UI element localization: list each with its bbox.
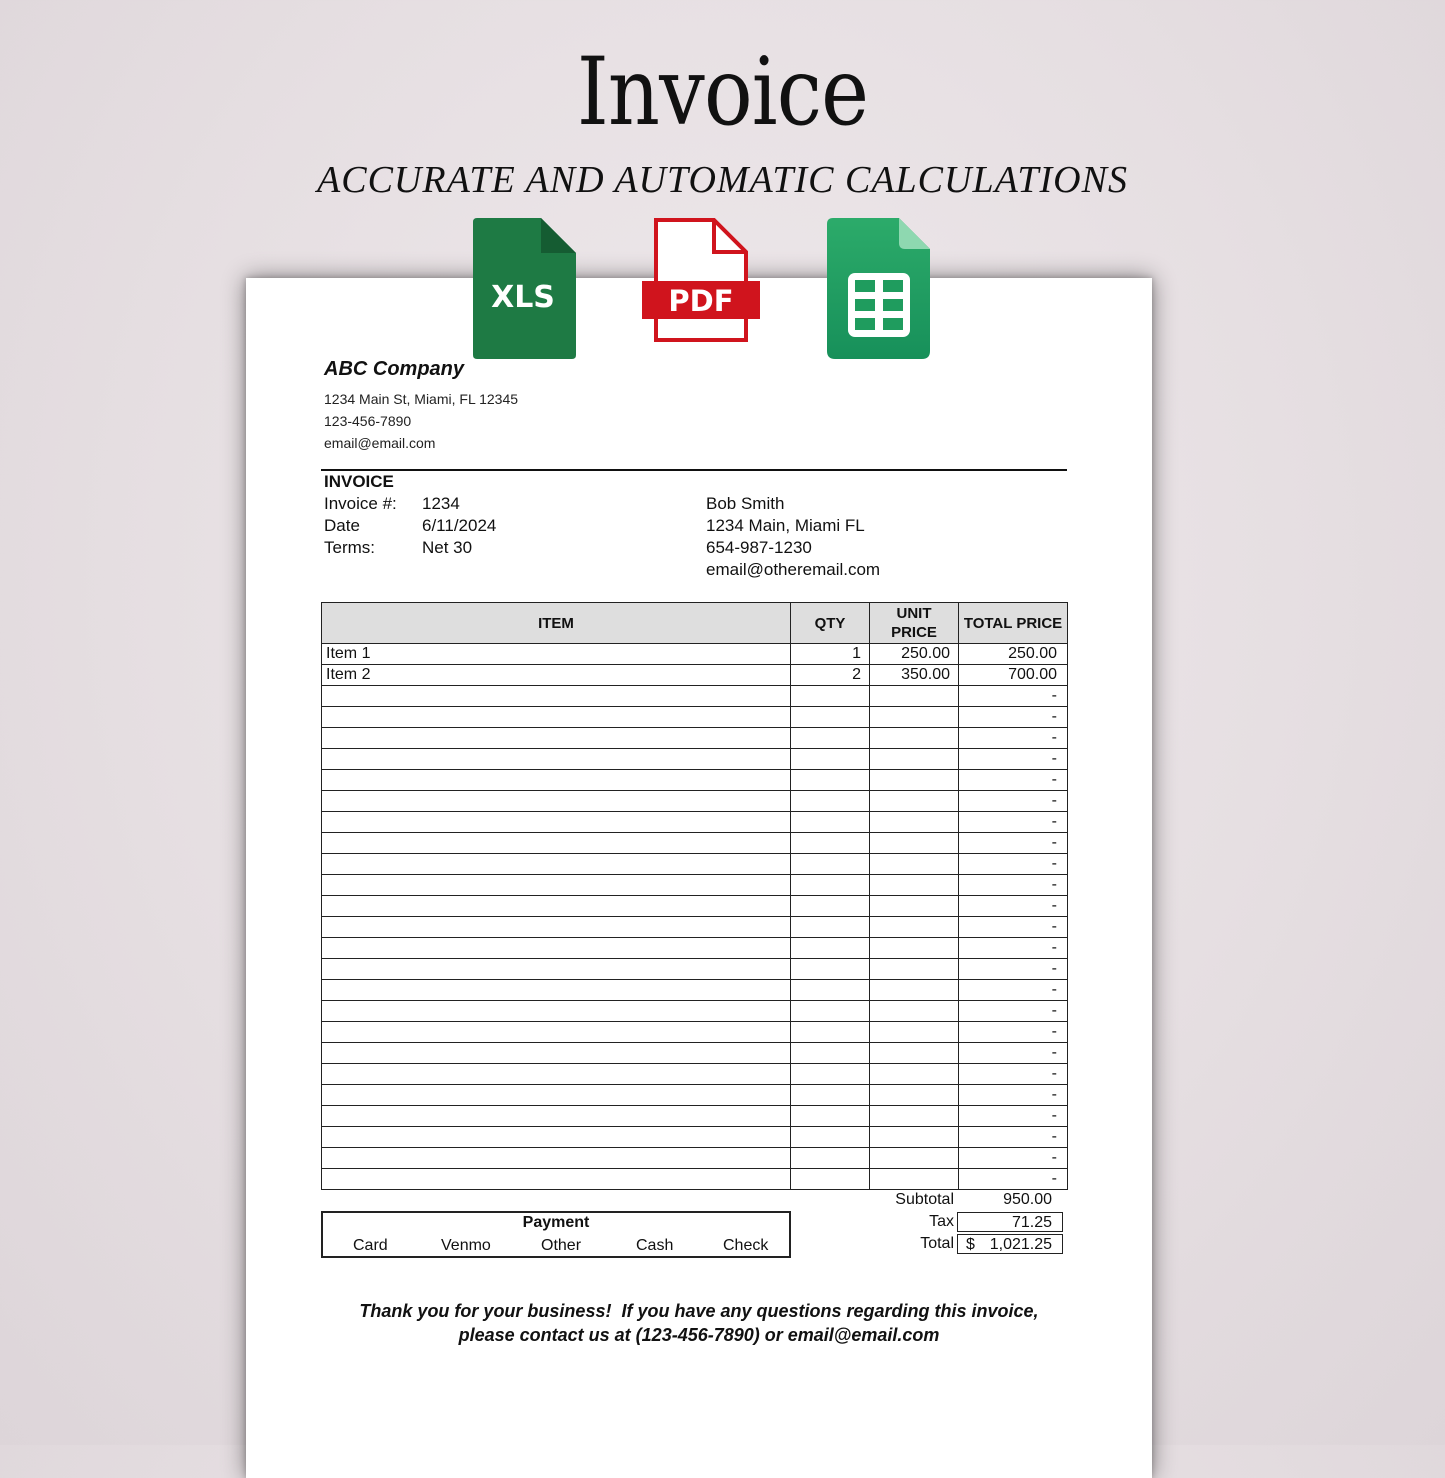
qty-cell[interactable] xyxy=(791,1127,870,1148)
invoice-label: INVOICE xyxy=(324,472,394,491)
total-price-cell[interactable]: 250.00 xyxy=(959,644,1068,665)
thank-you-note xyxy=(246,1299,1152,1347)
unit-price-cell[interactable] xyxy=(870,833,959,854)
table-row xyxy=(322,791,1068,812)
table-row xyxy=(322,1064,1068,1085)
unit-price-cell[interactable] xyxy=(870,1169,959,1190)
invoice-number-row xyxy=(324,493,460,515)
table-row xyxy=(322,1001,1068,1022)
table-row xyxy=(322,875,1068,896)
total-price-cell[interactable]: - xyxy=(959,791,1068,812)
unit-price-cell[interactable] xyxy=(870,980,959,1001)
client-address: 1234 Main, Miami FL xyxy=(706,516,865,535)
subtotal-value: 950.00 xyxy=(1003,1191,1052,1208)
unit-price-cell[interactable] xyxy=(870,770,959,791)
items-table-body xyxy=(322,644,1068,1190)
total-price-cell[interactable]: - xyxy=(959,812,1068,833)
table-row xyxy=(322,812,1068,833)
thank-you-line-2: please contact us at (123-456-7890) or email@email.com xyxy=(458,1325,940,1345)
item-cell[interactable] xyxy=(322,854,791,875)
table-row xyxy=(322,728,1068,749)
qty-cell[interactable] xyxy=(791,1022,870,1043)
qty-cell[interactable]: 1 xyxy=(791,644,870,665)
total-price-cell[interactable]: - xyxy=(959,875,1068,896)
table-row xyxy=(322,833,1068,854)
item-cell[interactable]: Item 1 xyxy=(322,644,791,665)
column-header-unit-price: UNIT PRICE xyxy=(870,603,959,644)
table-row xyxy=(322,644,1068,665)
total-price-cell[interactable]: - xyxy=(959,1001,1068,1022)
qty-cell[interactable] xyxy=(791,1148,870,1169)
total-price-cell[interactable]: - xyxy=(959,896,1068,917)
qty-cell[interactable] xyxy=(791,728,870,749)
payment-method-venmo: Venmo xyxy=(441,1237,491,1254)
unit-price-cell[interactable] xyxy=(870,1022,959,1043)
total-price-cell[interactable]: - xyxy=(959,686,1068,707)
unit-price-cell[interactable] xyxy=(870,749,959,770)
table-row xyxy=(322,686,1068,707)
qty-cell[interactable] xyxy=(791,854,870,875)
total-price-cell[interactable]: - xyxy=(959,770,1068,791)
unit-price-cell[interactable] xyxy=(870,707,959,728)
company-address: 1234 Main St, Miami, FL 12345 xyxy=(324,391,519,407)
invoice-terms-label: Terms: xyxy=(324,538,375,557)
item-cell[interactable] xyxy=(322,833,791,854)
item-cell[interactable] xyxy=(322,938,791,959)
unit-price-cell[interactable] xyxy=(870,854,959,875)
subtotal-label: Subtotal xyxy=(895,1191,954,1208)
qty-cell[interactable] xyxy=(791,707,870,728)
total-price-cell[interactable]: 700.00 xyxy=(959,665,1068,686)
invoice-date-label: Date xyxy=(324,516,360,535)
item-cell[interactable] xyxy=(322,1127,791,1148)
unit-price-cell[interactable] xyxy=(870,1001,959,1022)
unit-price-cell[interactable] xyxy=(870,728,959,749)
column-header-qty: QTY xyxy=(791,603,870,644)
item-cell[interactable] xyxy=(322,812,791,833)
item-cell[interactable] xyxy=(322,770,791,791)
qty-cell[interactable] xyxy=(791,1106,870,1127)
table-row xyxy=(322,707,1068,728)
table-row xyxy=(322,854,1068,875)
total-value: 1,021.25 xyxy=(989,1236,1052,1253)
unit-price-cell[interactable] xyxy=(870,1106,959,1127)
table-row xyxy=(322,917,1068,938)
payment-method-other: Other xyxy=(541,1237,582,1254)
table-row xyxy=(322,1127,1068,1148)
table-row xyxy=(322,770,1068,791)
table-row xyxy=(322,1148,1068,1169)
qty-cell[interactable] xyxy=(791,875,870,896)
client-phone: 654-987-1230 xyxy=(706,538,812,557)
total-price-cell[interactable]: - xyxy=(959,1064,1068,1085)
item-cell[interactable] xyxy=(322,1085,791,1106)
total-price-cell[interactable]: - xyxy=(959,1106,1068,1127)
unit-price-cell[interactable] xyxy=(870,1148,959,1169)
unit-price-cell[interactable] xyxy=(870,1127,959,1148)
total-price-cell[interactable]: - xyxy=(959,1043,1068,1064)
payment-method-check: Check xyxy=(723,1237,769,1254)
tax-label: Tax xyxy=(929,1213,954,1230)
item-cell[interactable] xyxy=(322,791,791,812)
unit-price-cell[interactable] xyxy=(870,812,959,833)
invoice-date-value: 6/11/2024 xyxy=(422,516,497,535)
item-cell[interactable] xyxy=(322,707,791,728)
qty-cell[interactable] xyxy=(791,1001,870,1022)
total-price-cell[interactable]: - xyxy=(959,749,1068,770)
item-cell[interactable] xyxy=(322,980,791,1001)
total-price-cell[interactable]: - xyxy=(959,980,1068,1001)
pdf-icon-label: PDF xyxy=(668,284,734,318)
qty-cell[interactable] xyxy=(791,1085,870,1106)
invoice-number-value: 1234 xyxy=(422,494,460,513)
payment-title: Payment xyxy=(522,1214,590,1231)
company-block xyxy=(324,358,518,454)
item-cell[interactable] xyxy=(322,1001,791,1022)
qty-cell[interactable] xyxy=(791,791,870,812)
item-cell[interactable] xyxy=(322,1106,791,1127)
unit-price-cell[interactable] xyxy=(870,875,959,896)
table-row xyxy=(322,938,1068,959)
thank-you-line-1: Thank you for your business! If you have any questions regarding this invoice, xyxy=(359,1301,1039,1321)
unit-price-cell[interactable]: 350.00 xyxy=(870,665,959,686)
items-table xyxy=(321,602,1068,1190)
table-row xyxy=(322,1085,1068,1106)
item-cell[interactable] xyxy=(322,686,791,707)
total-price-cell[interactable]: - xyxy=(959,959,1068,980)
payment-method-card: Card xyxy=(353,1237,388,1254)
column-header-total-price: TOTAL PRICE xyxy=(959,603,1068,644)
unit-price-cell[interactable] xyxy=(870,1085,959,1106)
invoice-terms-value: Net 30 xyxy=(422,538,473,557)
header-divider xyxy=(321,469,1067,471)
qty-cell[interactable] xyxy=(791,917,870,938)
item-cell[interactable] xyxy=(322,875,791,896)
page-subtitle: ACCURATE AND AUTOMATIC CALCULATIONS xyxy=(317,159,1128,201)
table-row xyxy=(322,896,1068,917)
unit-price-cell[interactable] xyxy=(870,1043,959,1064)
xls-file-icon xyxy=(473,218,576,359)
qty-cell[interactable] xyxy=(791,749,870,770)
qty-cell[interactable] xyxy=(791,1043,870,1064)
xls-icon-label: XLS xyxy=(491,280,555,315)
unit-price-cell[interactable] xyxy=(870,896,959,917)
qty-cell[interactable] xyxy=(791,1064,870,1085)
item-cell[interactable] xyxy=(322,959,791,980)
item-cell[interactable] xyxy=(322,1148,791,1169)
total-price-cell[interactable]: - xyxy=(959,917,1068,938)
table-row xyxy=(322,665,1068,686)
items-table-header xyxy=(322,603,1068,644)
table-row xyxy=(322,749,1068,770)
total-price-cell[interactable]: - xyxy=(959,938,1068,959)
tax-value: 71.25 xyxy=(957,1212,1063,1232)
table-row xyxy=(322,1106,1068,1127)
table-row xyxy=(322,1169,1068,1190)
total-price-cell[interactable]: - xyxy=(959,1169,1068,1190)
total-price-cell[interactable]: - xyxy=(959,728,1068,749)
item-cell[interactable] xyxy=(322,1064,791,1085)
item-cell[interactable] xyxy=(322,917,791,938)
total-value-box xyxy=(957,1234,1063,1254)
invoice-date-row xyxy=(324,515,496,537)
invoice-number-label: Invoice #: xyxy=(324,494,397,513)
company-name: ABC Company xyxy=(324,358,465,380)
table-row xyxy=(322,1022,1068,1043)
item-cell[interactable] xyxy=(322,749,791,770)
qty-cell[interactable] xyxy=(791,770,870,791)
unit-price-cell[interactable]: 250.00 xyxy=(870,644,959,665)
item-cell[interactable] xyxy=(322,1022,791,1043)
qty-cell[interactable] xyxy=(791,812,870,833)
qty-cell[interactable] xyxy=(791,686,870,707)
client-name: Bob Smith xyxy=(706,494,785,513)
table-row xyxy=(322,1043,1068,1064)
total-label: Total xyxy=(920,1235,954,1252)
pdf-file-icon xyxy=(642,218,762,343)
qty-cell[interactable] xyxy=(791,980,870,1001)
item-cell[interactable] xyxy=(322,1043,791,1064)
unit-price-cell[interactable] xyxy=(870,959,959,980)
total-price-cell[interactable]: - xyxy=(959,1127,1068,1148)
total-price-cell[interactable]: - xyxy=(959,1085,1068,1106)
google-sheets-icon xyxy=(827,218,930,359)
total-price-cell[interactable]: - xyxy=(959,1022,1068,1043)
item-cell[interactable] xyxy=(322,896,791,917)
qty-cell[interactable] xyxy=(791,833,870,854)
qty-cell[interactable] xyxy=(791,896,870,917)
item-cell[interactable] xyxy=(322,1169,791,1190)
payment-box xyxy=(321,1211,791,1258)
unit-price-cell[interactable] xyxy=(870,1064,959,1085)
qty-cell[interactable] xyxy=(791,938,870,959)
qty-cell[interactable] xyxy=(791,959,870,980)
company-email: email@email.com xyxy=(324,435,436,451)
invoice-terms-row xyxy=(324,537,472,559)
payment-method-cash: Cash xyxy=(636,1237,674,1254)
unit-price-cell[interactable] xyxy=(870,791,959,812)
total-price-cell[interactable]: - xyxy=(959,833,1068,854)
qty-cell[interactable]: 2 xyxy=(791,665,870,686)
unit-price-cell[interactable] xyxy=(870,938,959,959)
page-title: Invoice xyxy=(576,38,869,147)
unit-price-cell[interactable] xyxy=(870,917,959,938)
total-currency: $ xyxy=(966,1236,975,1253)
total-price-cell[interactable]: - xyxy=(959,854,1068,875)
unit-price-cell[interactable] xyxy=(870,686,959,707)
total-price-cell[interactable]: - xyxy=(959,707,1068,728)
client-email: email@otheremail.com xyxy=(706,560,881,579)
qty-cell[interactable] xyxy=(791,1169,870,1190)
invoice-sheet xyxy=(246,278,1152,1478)
item-cell[interactable] xyxy=(322,728,791,749)
item-cell[interactable]: Item 2 xyxy=(322,665,791,686)
table-row xyxy=(322,980,1068,1001)
table-row xyxy=(322,959,1068,980)
total-price-cell[interactable]: - xyxy=(959,1148,1068,1169)
company-phone: 123-456-7890 xyxy=(324,413,412,429)
column-header-item: ITEM xyxy=(322,603,791,644)
